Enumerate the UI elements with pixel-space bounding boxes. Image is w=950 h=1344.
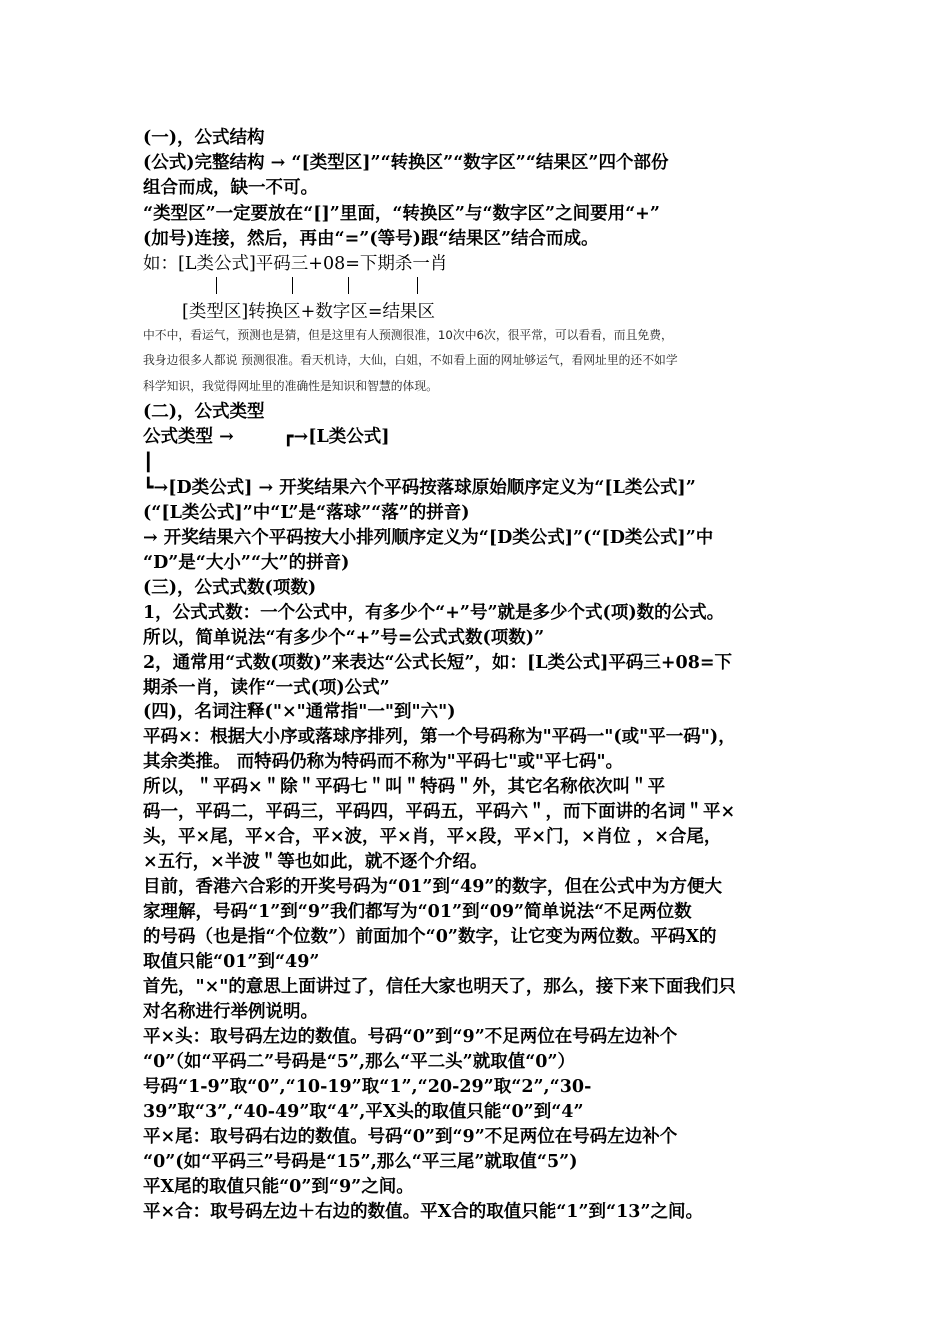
text-line: 头，平×尾，平×合，平×波，平×肖，平×段，平×门，×肖位 ，×合尾， [143,827,722,847]
text-line: “D”是“大小”“大”的拼音) [143,553,350,573]
text-line: 2，通常用“式数(项数)”来表达“公式长短”，如：[L类公式]平码三+08=下 [143,653,733,673]
section-heading-count: (三)，公式式数(项数) [143,578,317,598]
text-line: (公式)完整结构 → “[类型区]”“转换区”“数字区”“结果区”四个部份 [143,153,669,173]
text-line: 首先，"×"的意思上面讲过了，信任大家也明天了，那么，接下来下面我们只 [143,977,736,997]
connector-bar [348,277,349,294]
text-line: 其余类推。 而特码仍称为特码而不称为"平码七"或"平七码"。 [143,752,624,772]
text-line: 对名称进行举例说明。 [143,1002,318,1022]
text-line: 号码“1-9”取“0”,“10-19”取“1”,“20-29”取“2”,“30- [143,1077,592,1097]
text-line: 目前，香港六合彩的开奖号码为“01”到“49”的数字，但在公式中为方便大 [143,877,722,897]
text-line: 家理解，号码“1”到“9”我们都写为“01”到“09”简单说法“不足两位数 [143,902,692,922]
text-line: ┗→[D类公式] → 开奖结果六个平码按落球原始顺序定义为“[L类公式]” [143,478,696,498]
text-line: (加号)连接，然后，再由“=”(等号)跟“结果区”结合而成。 [143,229,599,249]
text-line: 39”取“3”,“40-49”取“4”,平X头的取值只能“0”到“4” [143,1102,584,1122]
text-line: (“[L类公式]”中“L”是“落球”“落”的拼音) [143,503,470,523]
text-line: 的号码（也是指“个位数”）前面加个“0”数字，让它变为两位数。平码X的 [143,927,717,947]
text-line: 所以，＂平码×＂除＂平码七＂叫＂特码＂外，其它名称依次叫＂平 [143,777,666,797]
text-line: 公式类型 → [143,427,234,447]
text-line: 所以，简单说法“有多少个“+”号=公式式数(项数)” [143,628,545,648]
ad-text-line: 中不中，看运气，预测也是猜，但是这里有人预测很准，10次中6次，很平常，可以看看，而且免费， [143,328,673,342]
connector-bar [417,277,418,294]
text-line: 取值只能“01”到“49” [143,952,320,972]
text-line: 平X尾的取值只能“0”到“9”之间。 [143,1177,414,1197]
tree-bar: ┃ [143,453,154,473]
text-line: ×五行，×半波＂等也如此，就不逐个介绍。 [143,852,488,872]
text-line: 平×头：取号码左边的数值。号码“0”到“9”不足两位在号码左边补个 [143,1027,678,1047]
text-line: ┏→[L类公式] [283,427,390,447]
ad-text-line: 我身边很多人都说 预测很准。看天机诗，大仙，白姐，不如看上面的网址够运气，看网址里的还不如学 [143,353,678,367]
formula-example: 如：[L类公式]平码三+08=下期杀一肖 [143,254,448,274]
ad-text-line: 科学知识，我觉得网址里的准确性是知识和智慧的体现。 [143,379,438,393]
text-line: 平×尾：取号码右边的数值。号码“0”到“9”不足两位在号码左边补个 [143,1127,678,1147]
formula-structure-label: [类型区]转换区+数字区=结果区 [182,302,435,322]
section-heading-structure: (一)，公式结构 [143,128,265,148]
section-heading-terms: (四)，名词注释("×"通常指"一"到"六") [143,702,456,722]
text-line: 期杀一肖，读作“一式(项)公式” [143,678,390,698]
text-line: 平×合：取号码左边＋右边的数值。平X合的取值只能“1”到“13”之间。 [143,1202,704,1222]
text-line: “0”(如“平码三”号码是“15”,那么“平三尾”就取值“5”) [143,1152,578,1172]
text-line: 组合而成，缺一不可。 [143,178,318,198]
text-line: 码一，平码二，平码三，平码四，平码五，平码六＂，而下面讲的名词＂平× [143,802,736,822]
section-heading-types: (二)，公式类型 [143,402,265,422]
text-line: 平码×：根据大小序或落球序排列，第一个号码称为"平码一"(或"平一码")， [143,727,736,747]
connector-bar [216,277,217,294]
text-line: “类型区”一定要放在“[]”里面，“转换区”与“数字区”之间要用“+” [143,204,660,224]
text-line: “0”（如“平码二”号码是“5”,那么“平二头”就取值“0”） [143,1052,576,1072]
text-line: → 开奖结果六个平码按大小排列顺序定义为“[D类公式]”(“[D类公式]”中 [143,528,714,548]
text-line: 1，公式式数：一个公式中，有多少个“+”号”就是多少个式(项)数的公式。 [143,603,725,623]
connector-bar [292,277,293,294]
